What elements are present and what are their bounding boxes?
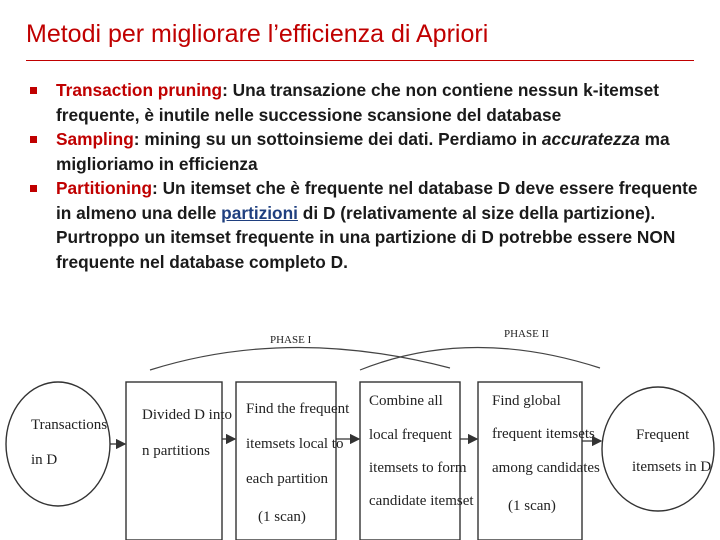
box4-line-4: (1 scan) bbox=[508, 498, 556, 514]
phase2-label: PHASE II bbox=[504, 328, 549, 340]
square-bullet-icon bbox=[30, 136, 37, 143]
box1-line-2: n partitions bbox=[142, 443, 210, 459]
square-bullet-icon bbox=[30, 87, 37, 94]
bullet-extra-text: Purtroppo un itemset frequente in una partizione di D potrebbe essere NON frequente nel database completo D. bbox=[56, 227, 676, 272]
partizioni-link[interactable]: partizioni bbox=[221, 202, 298, 223]
transactions-ellipse bbox=[6, 382, 110, 506]
box4-line-1: Find global bbox=[492, 393, 561, 409]
box2-line-3: each partition bbox=[246, 471, 329, 487]
bullet-list bbox=[26, 78, 698, 324]
box3-line-4: candidate itemset bbox=[369, 493, 474, 509]
box3-line-3: itemsets to form bbox=[369, 460, 467, 476]
phase1-label: PHASE I bbox=[270, 334, 312, 346]
bullet-term: Transaction pruning bbox=[56, 80, 223, 100]
end-line-2: itemsets in D bbox=[632, 459, 712, 475]
phase1-arc bbox=[150, 347, 450, 370]
bullet-text: di D (relativamente al size della partizione). bbox=[297, 202, 656, 223]
bullet-sampling bbox=[26, 127, 698, 176]
box3-line-1: Combine all bbox=[369, 393, 443, 409]
bullet-text: ma miglioriamo in efficienza bbox=[56, 129, 670, 174]
box4-line-3: among candidates bbox=[492, 460, 600, 476]
start-line-2: in D bbox=[31, 452, 58, 468]
phase2-arc bbox=[360, 347, 600, 370]
end-line-1: Frequent bbox=[636, 427, 690, 443]
box4-line-2: frequent itemsets bbox=[492, 426, 595, 442]
bullet-partitioning bbox=[26, 176, 698, 274]
bullet-emphasis: accuratezza bbox=[541, 129, 640, 149]
box2-line-1: Find the frequent bbox=[246, 401, 350, 417]
divide-box bbox=[126, 382, 222, 540]
partition-diagram bbox=[0, 324, 720, 540]
frequent-itemsets-ellipse bbox=[602, 387, 714, 511]
box3-line-2: local frequent bbox=[369, 427, 452, 443]
square-bullet-icon bbox=[30, 185, 37, 192]
bullet-text: : mining su un sottoinsieme dei dati. Perdiamo in bbox=[133, 129, 542, 149]
start-line-1: Transactions bbox=[31, 417, 108, 433]
bullet-transaction-pruning bbox=[26, 78, 698, 127]
bullet-text: : Una transazione che non contiene nessun k-itemset frequente, è inutile nelle successione scansione del database bbox=[56, 80, 660, 125]
bullet-term: Partitioning bbox=[56, 178, 153, 198]
bullet-text: : Un itemset che è frequente nel database D deve essere frequente in almeno una delle bbox=[56, 178, 698, 223]
page-title: Metodi per migliorare l’efficienza di Apriori bbox=[26, 20, 489, 48]
box2-line-2: itemsets local to bbox=[246, 436, 344, 452]
box1-line-1: Divided D into bbox=[142, 407, 232, 423]
title-divider bbox=[26, 60, 694, 61]
bullet-term: Sampling bbox=[56, 129, 134, 149]
box2-line-4: (1 scan) bbox=[258, 509, 306, 525]
